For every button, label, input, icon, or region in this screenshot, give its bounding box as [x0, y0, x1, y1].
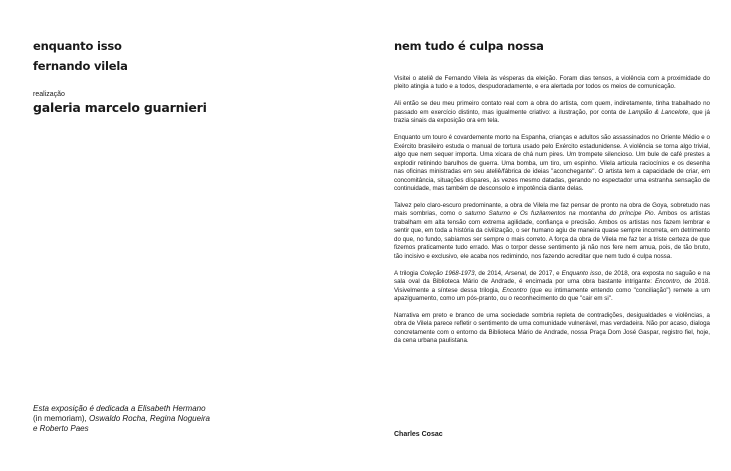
essay-title: nem tudo é culpa nossa: [394, 39, 544, 53]
left-page: [0, 0, 365, 471]
paragraph: Visitei o ateliê de Fernando Vilela às vésperas da eleição. Foram dias tensos, a violência com a proximidade do pleito atingia a tudo e a todos, despudoradamente, e era alertada por todos os meios de comunicação.: [394, 75, 710, 91]
dedication-part: Oswaldo Rocha, Regina Nogueira: [89, 414, 210, 423]
dedication-part: e Roberto Paes: [33, 424, 89, 433]
paragraph: Talvez pelo claro-escuro predominante, a obra de Vilela me faz pensar de pronto na obra de Goya, sobretudo nas mais sombrias, como o saturno Saturno e Os fuzilamentos na montanha do príncipe Pio. Ambos os artistas trabalham em alta tensão com extrema agilidade, confiança e precisão. Ambos os artistas nos fazem lembrar e sentir que, em toda a história da civilização, o ser humano agiu de maneira quase sempre incorreta, em detrimento do que, no fundo, sabíamos ser sempre o mais correto. A força da obra de Vilela me faz ter a triste certeza de que fizemos praticamente tudo errado. Mas o torpor desse sentimento já não nos fere nem amua, pois, de tão bruto, tão incisivo e exclusivo, ele acaba nos redimindo, nos fazendo acreditar que nem tudo é culpa nossa.: [394, 201, 710, 260]
realizacao-label: realização: [33, 91, 65, 98]
paragraph: A trilogia Coleção 1968-1973, de 2014, Arsenal, de 2017, e Enquanto isso, de 2018, ora exposta no saguão e na sala oval da Biblioteca Mário de Andrade, é encimada por uma obra bastante intrigante: Encontro, de 2018. Visivelmente a síntese dessa trilogia, Encontro (que eu intimamente entendo como "conciliação") remete a um apaziguamento, como um pós-pranto, ou o reconhecimento do que "cair em si".: [394, 269, 711, 302]
dedication: [33, 404, 283, 434]
paragraph: Narrativa em preto e branco de uma sociedade sombria repleta de contradições, desigualdades e violências, a obra de Vilela parece refletir o sentimento de uma comunidade vulnerável, mas verdadeira. Não por acaso, dialoga concretamente com o entorno da Biblioteca Mário de Andrade, nossa Praça Dom José Gaspar, registro fiel, hoje, da cena urbana paulistana.: [394, 311, 710, 345]
dedication-part: (in memoriam),: [33, 414, 90, 423]
essay-body: [394, 75, 710, 354]
right-page: [365, 0, 731, 471]
paragraph: Enquanto um touro é covardemente morto na Espanha, crianças e adultos são assassinados no Oriente Médio e o Exército brasileiro estuda o manual de tortura usado pelo Exército estadunidense. A violência se torna algo trivial, algo que nem sequer importa. Uma xícara de chá num pires. Um trompete silencioso. Um bule de café prestes a explodir retinindo barulhos de guerra. Uma bomba, um tiro, um espinho. Vilela articula raciocínios e os desenha nas oficinas ministradas em seu ateliê/fábrica de ideias "aconchegante". O artista tem a capacidade de criar, em concomitância, situações díspares, às vezes mesmo datadas, gerando no espectador uma estranha sensação de continuidade, mas também de desconsolo e impotência diante delas.: [394, 134, 710, 192]
exhibition-title: enquanto isso: [33, 39, 122, 53]
artist-name: fernando vilela: [33, 59, 128, 73]
gallery-name: galeria marcelo guarnieri: [33, 100, 207, 115]
dedication-part: Esta exposição é dedicada a Elisabeth Hermano: [33, 404, 206, 413]
signature: Charles Cosac: [394, 431, 443, 438]
paragraph: Ali então se deu meu primeiro contato real com a obra do artista, com quem, indiretamente, tinha trabalhado no passado em exercício distinto, mas igualmente criativo: a ilustração, por conta de Lampião & Lancelote, que já trazia sinais da exposição ora em tela.: [394, 100, 710, 125]
